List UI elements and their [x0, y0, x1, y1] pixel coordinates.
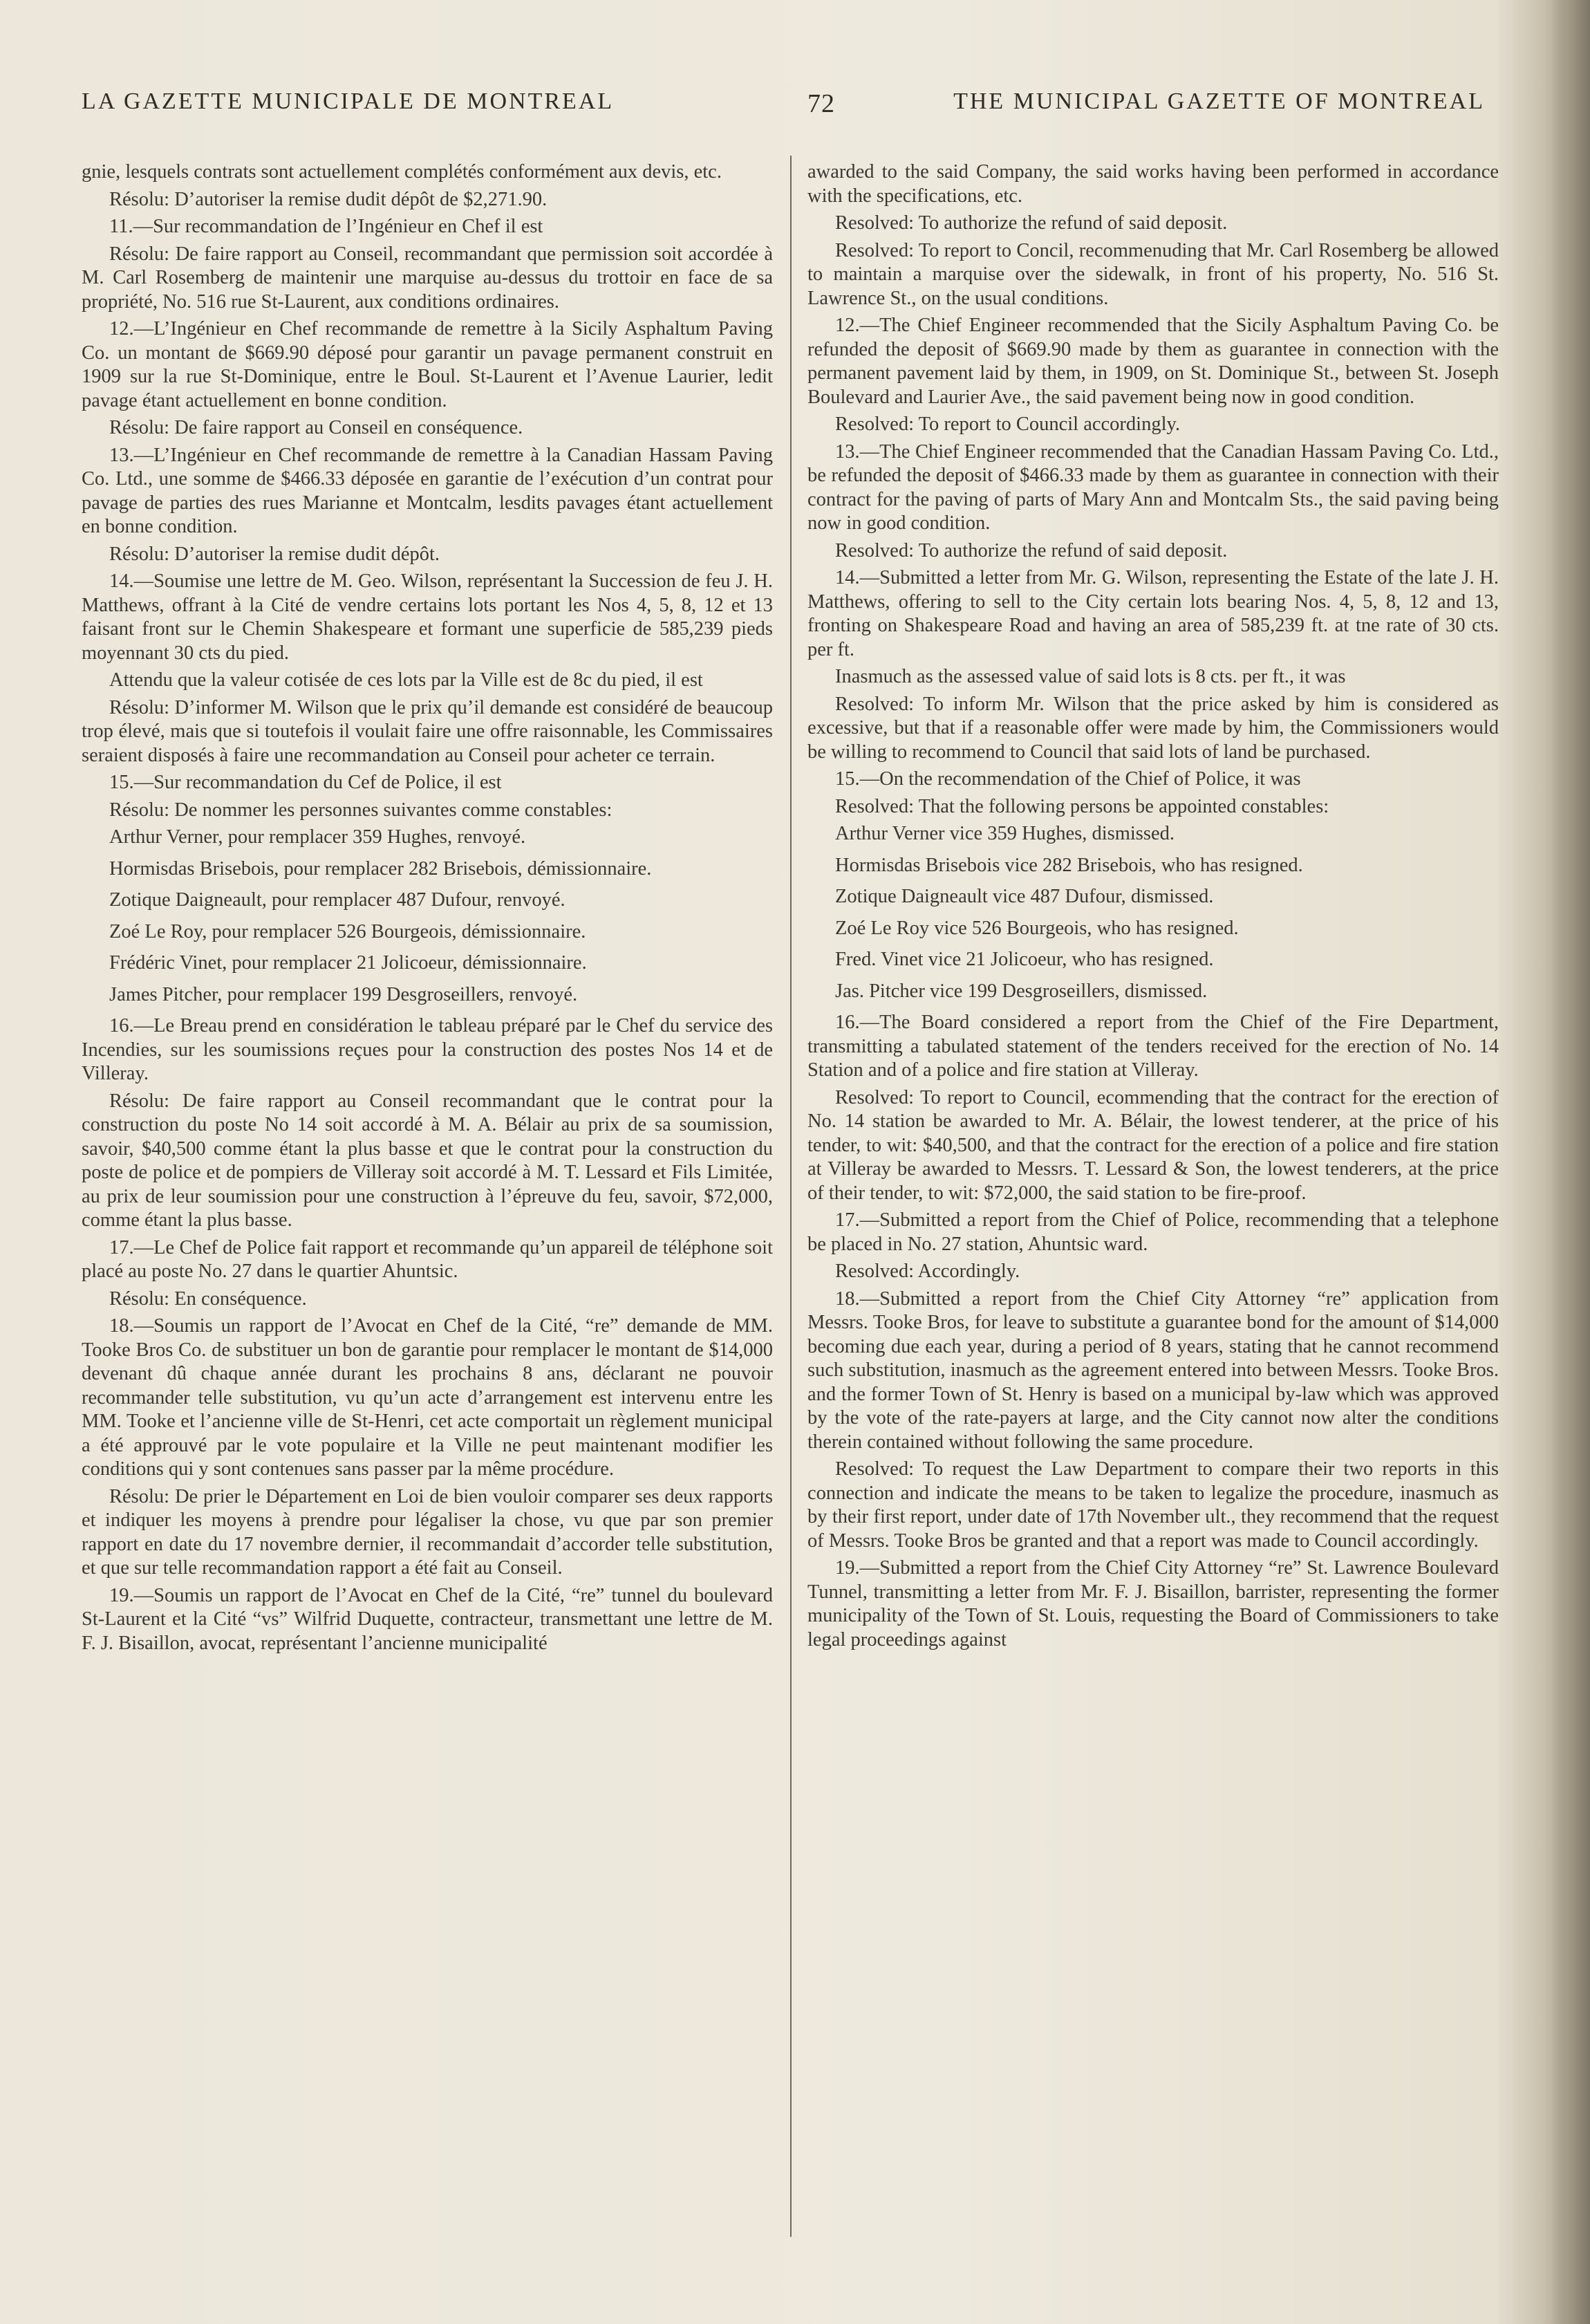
paragraph: Résolu: D’autoriser la remise dudit dépôt.: [109, 543, 440, 565]
paragraph: 12.—The Chief Engineer recommended that the Sicily Asphaltum Paving Co. be refunded the deposit of $669.90 made by them as guarantee in connection with the permanent pavement laid by them, in 1909, on St. Dominique St., between St. Joseph Boulevard and Laurier Ave., the said pavement being now in good condition.: [807, 315, 1499, 408]
header-french-title: LA GAZETTE MUNICIPALE DE MONTREAL: [82, 89, 615, 114]
list-item: Jas. Pitcher vice 199 Desgroseillers, dismissed.: [835, 980, 1208, 1002]
paragraph: Resolved: To report to Council accordingly.: [835, 413, 1181, 435]
french-column: [82, 160, 773, 1659]
list-item: Fred. Vinet vice 21 Jolicoeur, who has resigned.: [835, 949, 1214, 970]
paragraph: gnie, lesquels contrats sont actuellement complétés conformément aux devis, etc.: [82, 161, 722, 183]
list-item: Zotique Daigneault, pour remplacer 487 Dufour, renvoyé.: [109, 889, 565, 911]
list-item: Hormisdas Brisebois vice 282 Brisebois, who has resigned.: [835, 854, 1303, 876]
page-number: 72: [807, 89, 835, 118]
list-item: Arthur Verner, pour remplacer 359 Hughes, renvoyé.: [109, 826, 526, 848]
list-item: Zotique Daigneault vice 487 Dufour, dismissed.: [835, 886, 1214, 907]
paragraph: Resolved: To request the Law Department to compare their two reports in this connection and indicate the means to be taken to legalize the procedure, inasmuch as by their first report, under date of 17th November ult., they recommend that the request of Messrs. Tooke Bros be granted and that a report was made to Council accordingly.: [807, 1458, 1499, 1552]
list-item: Zoé Le Roy vice 526 Bourgeois, who has resigned.: [835, 917, 1239, 939]
paragraph: 13.—L’Ingénieur en Chef recommande de remettre à la Canadian Hassam Paving Co. Ltd., une somme de $466.33 déposée en garantie de l’exécution d’un contrat pour pavage de parties des rues Marianne et Montcalm, lesdits pavages étant actuellement en bonne condition.: [82, 444, 773, 537]
paragraph: 11.—Sur recommandation de l’Ingénieur en Chef il est: [109, 216, 543, 237]
paragraph: 16.—The Board considered a report from the Chief of the Fire Department, transmitting a tabulated statement of the tenders received for the erection of No. 14 Station and of a police and fire station at Villeray.: [807, 1012, 1499, 1081]
list-item: Arthur Verner vice 359 Hughes, dismissed.: [835, 823, 1175, 844]
paragraph: Resolved: To report to Council, ecommending that the contract for the erection of No. 14 station be awarded to Mr. A. Bélair, the lowest tenderer, at the price of his tender, to wit: $40,500, and that the contract for the erection of a police and fire station at Villeray be awarded to Messrs. T. Lessard & Son, the lowest tenderers, at the price of their tender, to wit: $72,000, the said station to be fire-proof.: [807, 1086, 1499, 1204]
list-item: Frédéric Vinet, pour remplacer 21 Jolicoeur, démissionnaire.: [109, 952, 587, 974]
paragraph: Resolved: Accordingly.: [835, 1261, 1020, 1282]
paragraph: 15.—Sur recommandation du Cef de Police, il est: [109, 772, 502, 793]
paragraph: 13.—The Chief Engineer recommended that the Canadian Hassam Paving Co. Ltd., be refunded the deposit of $466.33 made by them as guarantee in connection with their contract for the paving of parts of Mary Ann and Montcalm Sts., the said paving being now in good condition.: [807, 440, 1499, 534]
paragraph: 15.—On the recommendation of the Chief of Police, it was: [835, 768, 1301, 790]
paragraph: Résolu: De faire rapport au Conseil, recommandant que permission soit accordée à M. Carl Rosemberg de maintenir une marquise au-dessus du trottoir en face de sa propriété, No. 516 rue St-Laurent, aux conditions ordinaires.: [82, 243, 773, 313]
page-spine-shadow: [1552, 0, 1590, 2324]
list-item: Zoé Le Roy, pour remplacer 526 Bourgeois, démissionnaire.: [109, 920, 586, 942]
paragraph: Resolved: To report to Concil, recommenuding that Mr. Carl Rosemberg be allowed to maintain a marquise over the sidewalk, in front of his property, No. 516 St. Lawrence St., on the usual conditions.: [807, 239, 1499, 309]
list-item: James Pitcher, pour remplacer 199 Desgroseillers, renvoyé.: [109, 983, 578, 1005]
list-item: Hormisdas Brisebois, pour remplacer 282 Brisebois, démissionnaire.: [109, 857, 652, 880]
paragraph: Attendu que la valeur cotisée de ces lots par la Ville est de 8c du pied, il est: [109, 669, 703, 691]
paragraph: Résolu: De nommer les personnes suivantes comme constables:: [109, 799, 612, 821]
paragraph: 17.—Submitted a report from the Chief of Police, recommending that a telephone be placed in No. 27 station, Ahuntsic ward.: [807, 1209, 1499, 1255]
paragraph: Resolved: To authorize the refund of said deposit.: [835, 539, 1228, 561]
paragraph: Résolu: De prier le Département en Loi de bien vouloir comparer ses deux rapports et indiquer les moyens à prendre pour légaliser la chose, vu que par son premier rapport en date du 17 novembre dernier, il recommandait d’accorder telle substitution, et que sur telle recommandation rapport a été fait au Conseil.: [82, 1485, 773, 1579]
english-column: [807, 160, 1499, 1655]
paragraph: Résolu: De faire rapport au Conseil recommandant que le contrat pour la construction du poste No 14 soit accordé à M. A. Bélair au prix de sa soumission, savoir, $40,500 comme étant la plus basse et que le contrat pour la construction du poste de police et de pompiers de Villeray soit accordé à M. T. Lessard et Fils Limitée, au prix de leur soumission pour une construction à l’épreuve du feu, savoir, $72,000, comme étant la plus basse.: [82, 1090, 773, 1231]
paragraph: Resolved: To authorize the refund of said deposit.: [835, 212, 1228, 234]
paragraph: Résolu: D’autoriser la remise dudit dépôt de $2,271.90.: [109, 188, 548, 210]
paragraph: 18.—Submitted a report from the Chief City Attorney “re” application from Messrs. Tooke Bros, for leave to substitute a guarantee bond for the amount of $14,000 becoming due each year, during a period of 8 years, stating that he cannot recommend such substitution, inasmuch as the agreement entered into between Messrs. Tooke Bros. and the former Town of St. Henry is based on a municipal by-law which was approved by the vote of the rate-payers at large, and the City cannot now alter the conditions therein contained without following the same procedure.: [807, 1288, 1499, 1453]
header-english-title: THE MUNICIPAL GAZETTE OF MONTREAL: [953, 89, 1485, 114]
paragraph: Résolu: De faire rapport au Conseil en conséquence.: [109, 417, 523, 438]
paragraph: 12.—L’Ingénieur en Chef recommande de remettre à la Sicily Asphaltum Paving Co. un montant de $669.90 déposé pour garantir un pavage permanent construit en 1909 sur la rue St-Dominique, entre le Boul. St-Laurent et l’Avenue Laurier, ledit pavage étant actuellement en bonne condition.: [82, 318, 773, 411]
paragraph: awarded to the said Company, the said works having been performed in accordance with the specifications, etc.: [807, 161, 1499, 207]
paragraph: 14.—Soumise une lettre de M. Geo. Wilson, représentant la Succession de feu J. H. Matthews, offrant à la Cité de vendre certains lots portant les Nos 4, 5, 8, 12 et 13 faisant front sur le Chemin Shakespeare et formant une superficie de 585,239 pieds moyennant 30 cts du pied.: [82, 570, 773, 664]
paragraph: Résolu: D’informer M. Wilson que le prix qu’il demande est considéré de beaucoup trop élevé, mais que si toutefois il voulait faire une offre raisonnable, les Commissaires seraient disposés à faire une recommandation au Conseil pour acheter ce terrain.: [82, 696, 773, 766]
paragraph: 16.—Le Breau prend en considération le tableau préparé par le Chef du service des Incendies, sur les soumissions reçues pour la construction des postes Nos 14 et de Villeray.: [82, 1015, 773, 1084]
paragraph: Resolved: That the following persons be appointed constables:: [835, 795, 1329, 817]
paragraph: 18.—Soumis un rapport de l’Avocat en Chef de la Cité, “re” demande de MM. Tooke Bros Co. de substituer un bon de garantie pour remplacer le montant de $14,000 devenant dû chaque année durant les prochains 8 ans, déclarant ne pouvoir recommander telle substitution, vu qu’un acte d’arrangement est intervenu entre les MM. Tooke et l’ancienne ville de St-Henri, cet acte comportait un règlement municipal a été approuvé par le vote populaire et la Ville ne peut maintenant modifier les conditions qui y sont contenues sans passer par la même procédure.: [82, 1315, 773, 1480]
paragraph: Resolved: To inform Mr. Wilson that the price asked by him is considered as excessive, but that if a reasonable offer were made by him, the Commissioners would be willing to recommend to Council that said lots of land be purchased.: [807, 693, 1499, 763]
paragraph: 19.—Soumis un rapport de l’Avocat en Chef de la Cité, “re” tunnel du boulevard St-Laurent et la Cité “vs” Wilfrid Duquette, contracteur, transmettant une lettre de M. F. J. Bisaillon, avocat, représentant l’ancienne municipalité: [82, 1584, 773, 1654]
page-header: [82, 89, 1485, 130]
paragraph: 14.—Submitted a letter from Mr. G. Wilson, representing the Estate of the late J. H. Matthews, offering to sell to the City certain lots bearing Nos. 4, 5, 8, 12 and 13, fronting on Shakespeare Road and having an area of 585,239 ft. at tne rate of 30 cts. per ft.: [807, 567, 1499, 660]
paragraph: 17.—Le Chef de Police fait rapport et recommande qu’un appareil de téléphone soit placé au poste No. 27 dans le quartier Ahuntsic.: [82, 1236, 773, 1282]
paragraph: Inasmuch as the assessed value of said lots is 8 cts. per ft., it was: [835, 666, 1346, 687]
paragraph: Résolu: En conséquence.: [109, 1288, 307, 1310]
column-divider: [790, 156, 792, 2237]
paragraph: 19.—Submitted a report from the Chief City Attorney “re” St. Lawrence Boulevard Tunnel, transmitting a letter from Mr. F. J. Bisaillon, barrister, representing the former municipality of the Town of St. Louis, requesting the Board of Commissioners to take legal proceedings against: [807, 1557, 1499, 1651]
